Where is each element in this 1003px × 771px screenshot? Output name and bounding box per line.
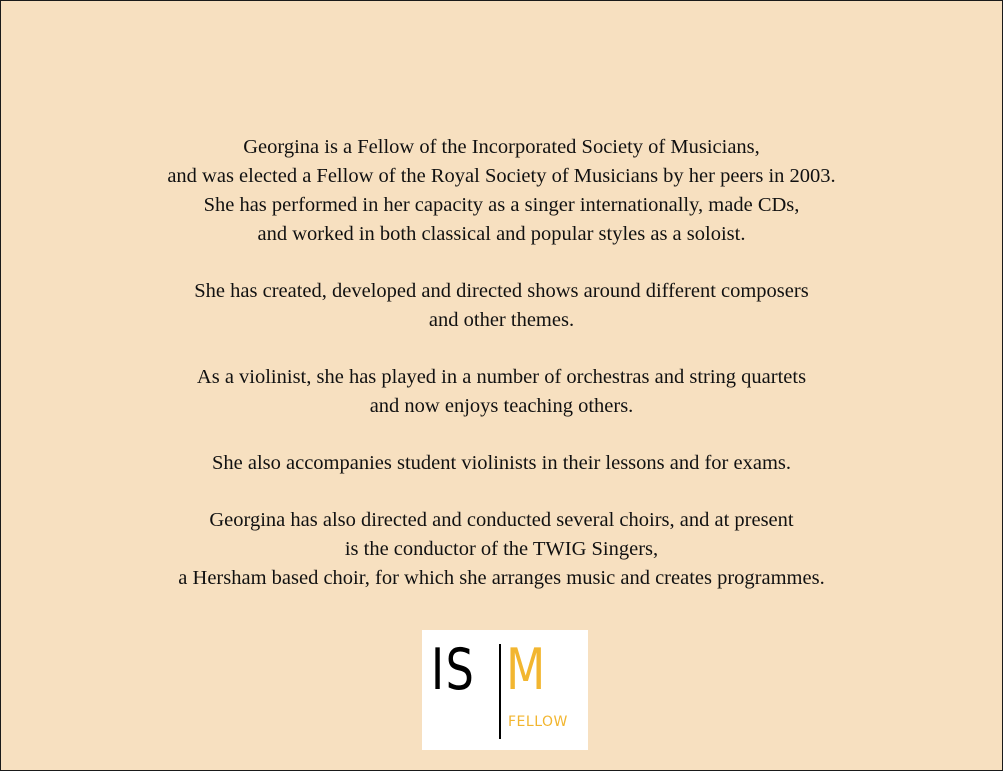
bio-line: a Hersham based choir, for which she arranges music and creates programmes. — [178, 567, 825, 589]
bio-line: She also accompanies student violinists in their lessons and for exams. — [211, 452, 792, 474]
bio-line: is the conductor of the TWIG Singers, — [344, 538, 659, 560]
bio-line: She has performed in her capacity as a singer internationally, made CDs, — [203, 194, 800, 216]
bio-paragraph-shows — [1, 277, 1002, 335]
logo-letters-is: IS — [431, 637, 476, 703]
bio-paragraph-accompany — [1, 449, 1002, 478]
bio-line: and was elected a Fellow of the Royal Society of Musicians by her peers in 2003. — [167, 165, 836, 187]
logo-caption-fellow: FELLOW — [508, 714, 568, 730]
bio-paragraph-credentials — [1, 133, 1002, 249]
logo-divider — [499, 644, 501, 739]
bio-line: She has created, developed and directed shows around different composers — [194, 280, 809, 302]
bio-line: Georgina has also directed and conducted several choirs, and at present — [209, 509, 794, 531]
bio-paragraph-violin — [1, 363, 1002, 421]
bio-line: and now enjoys teaching others. — [369, 395, 634, 417]
logo-letter-m: M — [506, 637, 546, 703]
ism-fellow-logo — [422, 630, 588, 750]
bio-paragraph-choirs — [1, 506, 1002, 593]
bio-line: and worked in both classical and popular styles as a soloist. — [257, 223, 746, 245]
bio-line: Georgina is a Fellow of the Incorporated Society of Musicians, — [243, 136, 760, 158]
bio-line: and other themes. — [428, 309, 575, 331]
bio-line: As a violinist, she has played in a number of orchestras and string quartets — [196, 366, 807, 388]
bio-text — [1, 133, 1002, 621]
